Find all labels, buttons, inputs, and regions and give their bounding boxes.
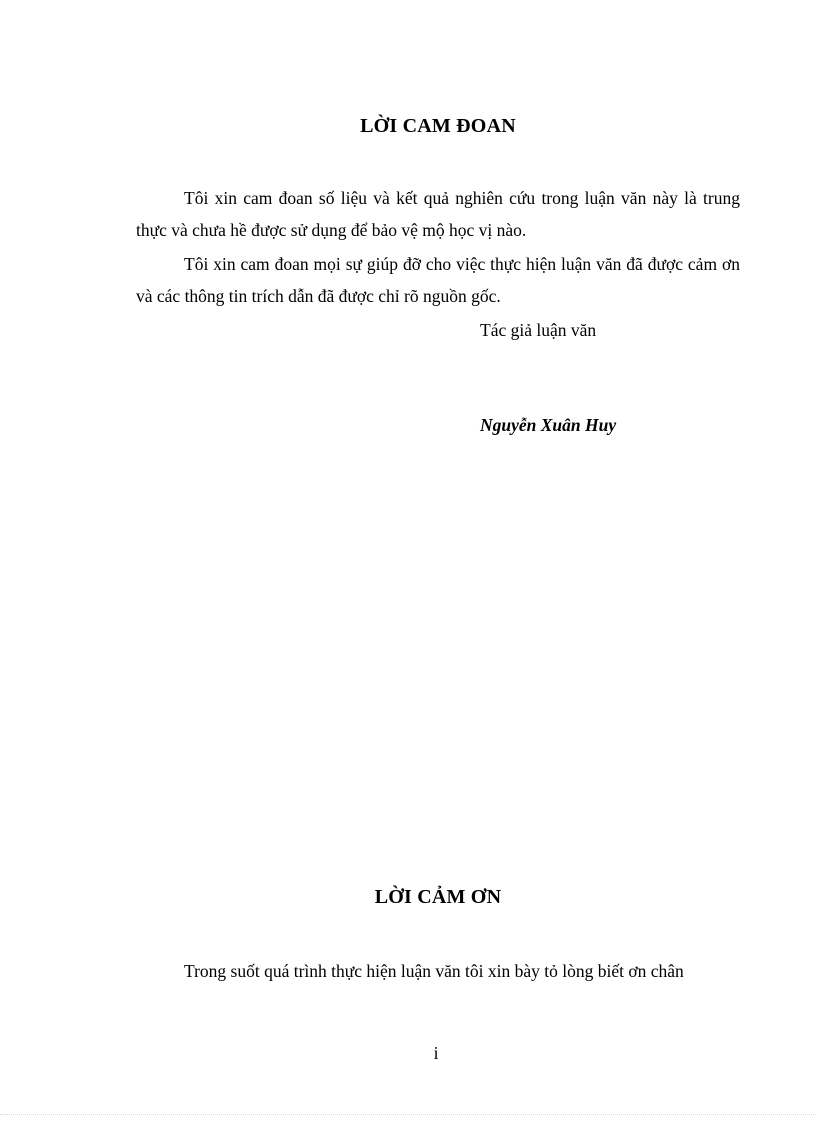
acknowledgement-paragraph-1 [136,955,740,987]
declaration-paragraph-2-text: Tôi xin cam đoan mọi sự giúp đỡ cho việc thực hiện luận văn đã được cảm ơn và các thông tin trích dẫn đã được chỉ rõ nguồn gốc. [136,254,740,306]
declaration-heading: LỜI CAM ĐOAN [360,115,516,137]
acknowledgement-paragraph-1-text: Trong suốt quá trình thực hiện luận văn tôi xin bày tỏ lòng biết ơn chân [184,961,684,981]
author-name: Nguyễn Xuân Huy [480,415,617,435]
signature-label: Tác giả luận văn [480,320,597,340]
acknowledgement-heading: LỜI CẢM ƠN [374,886,502,908]
declaration-paragraph-1-text: Tôi xin cam đoan số liệu và kết quả nghiên cứu trong luận văn này là trung thực và chưa hề được sử dụng để bảo vệ mộ học vị nào. [136,188,740,240]
page-bottom-edge [0,1114,816,1115]
page-number: i [433,1043,439,1063]
declaration-paragraph-2 [136,248,740,312]
declaration-paragraph-1 [136,182,740,246]
